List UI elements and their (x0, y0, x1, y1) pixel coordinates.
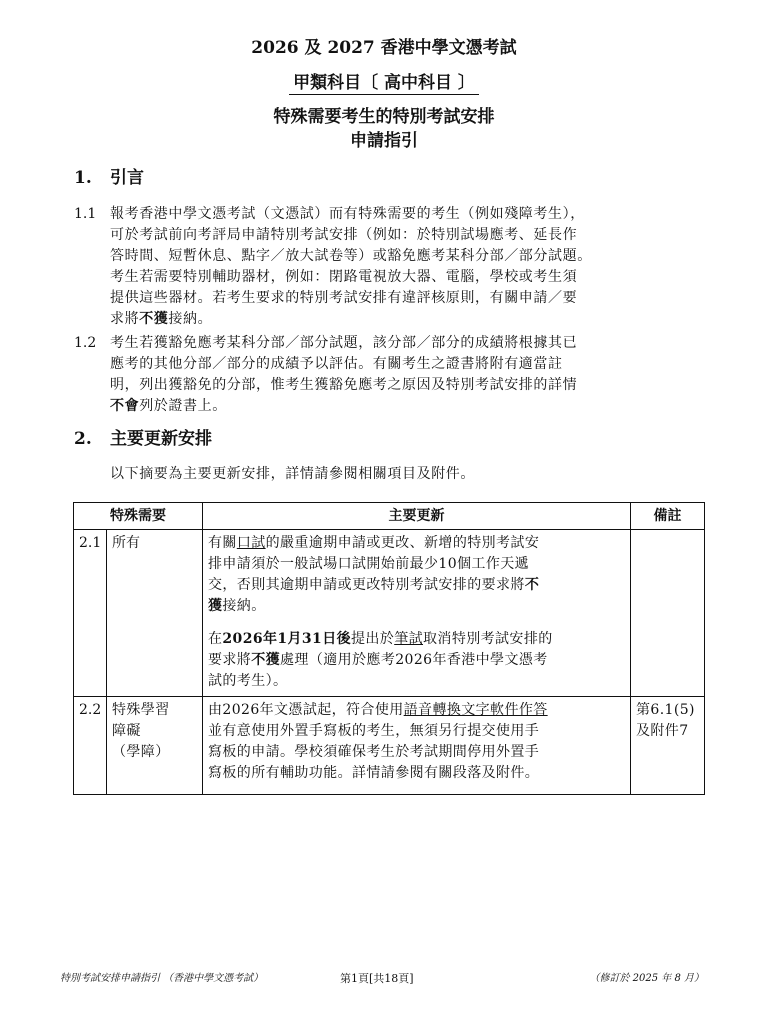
text-fragment: 有關 (208, 535, 237, 551)
text-line (208, 575, 625, 596)
emphasis-text: 獲 (208, 598, 223, 614)
text-fragment: 交，否則其逾期申請或更改特別考試安排的要求將 (208, 577, 525, 593)
footer-page-number: 第1頁[共18頁] (340, 972, 414, 985)
paragraph-body (110, 333, 698, 417)
header-remarks: 備註 (631, 503, 705, 530)
paragraph-number: 1.2 (74, 335, 97, 351)
row-number: 2.1 (74, 530, 107, 697)
text-line (208, 596, 625, 617)
text-line: （學障） (112, 744, 170, 760)
text-line (208, 533, 625, 554)
text-line (208, 700, 625, 721)
paragraph-gap (208, 617, 625, 629)
text-line (208, 629, 625, 650)
footer-document-name: 特別考試安排申請指引 （香港中學文憑考試） (60, 973, 264, 984)
footer-revision-date: （修訂於 2025 年 8 月） (589, 973, 704, 984)
underlined-text: 語音轉換文字軟件作答 (403, 702, 548, 718)
text-line: 排申請須於一般試場口試開始前最少10個工作天遞 (208, 556, 530, 572)
text-line: 寫板的申請。學校須確保考生於考試期間停用外置手 (208, 744, 540, 760)
row-number: 2.2 (74, 697, 107, 795)
paragraph-number: 1.1 (74, 206, 97, 222)
text-line: 寫板的所有輔助功能。詳情請參閱有關段落及附件。 (208, 765, 540, 781)
emphasis-text: 不會 (110, 398, 140, 414)
section-1-title: 引言 (110, 168, 144, 188)
text-fragment: 處理（適用於應考2026年香港中學文憑考 (280, 652, 548, 668)
row-remark (631, 697, 705, 795)
text-fragment: 的嚴重逾期申請或更改、新增的特別考試安 (265, 535, 540, 551)
text-line: 報考香港中學文憑考試（文憑試）而有特殊需要的考生（例如殘障考生）， (110, 206, 585, 222)
text-fragment: 列於證書上。 (139, 398, 227, 414)
row-special-need (107, 697, 203, 795)
emphasis-text: 不獲 (139, 311, 169, 327)
text-line: 並有意使用外置手寫板的考生，無須另行提交使用手 (208, 723, 540, 739)
section-2-heading (74, 427, 212, 451)
text-line: 答時間、短暫休息、點字／放大試卷等）或豁免應考某科分部／部分試題。 (110, 248, 592, 264)
text-line: 明，列出獲豁免的分部，惟考生獲豁免應考之原因及特別考試安排的詳情 (110, 377, 578, 393)
emphasis-text: 不獲 (251, 652, 281, 668)
row-update-detail (203, 697, 631, 795)
text-line (110, 396, 698, 417)
table-row (74, 530, 705, 697)
text-line: 考生若獲豁免應考某科分部／部分試題，該分部／部分的成績將根據其已 (110, 335, 578, 351)
row-remark (631, 530, 705, 697)
underlined-text: 口試 (236, 535, 266, 551)
guide-subtitle: 申請指引 (350, 131, 418, 151)
subject-category-text: 甲類科目〔 高中科目 〕 (289, 73, 479, 95)
row-special-need: 所有 (107, 530, 203, 697)
subject-category-title (0, 72, 768, 94)
section-2-title: 主要更新安排 (110, 429, 212, 449)
text-line: 障礙 (112, 723, 141, 739)
row-update-detail (203, 530, 631, 697)
paragraph-1-2 (74, 333, 694, 417)
guide-title: 特殊需要考生的特別考試安排 (273, 107, 495, 127)
text-line: 應考的其他分部／部分的成績予以評估。有關考生之證書將附有適當註 (110, 356, 563, 372)
text-line (208, 650, 625, 671)
text-line: 考生若需要特別輔助器材，例如：閉路電視放大器、電腦，學校或考生須 (110, 269, 578, 285)
emphasis-date: 2026年1月31日後 (222, 631, 351, 647)
underlined-text: 筆試 (394, 631, 424, 647)
table-header-row (74, 503, 705, 530)
text-fragment: 要求將 (208, 652, 252, 668)
text-line: 第6.1(5) (636, 702, 695, 718)
paragraph-1-1 (74, 204, 694, 327)
text-line: 試的考生）。 (208, 673, 288, 689)
text-line: 可於考試前向考評局申請特別考試安排（例如：於特別試場應考、延長作 (110, 227, 578, 243)
text-line: 及附件7 (636, 723, 689, 739)
text-line (110, 309, 698, 330)
paragraph-body (110, 204, 698, 330)
table-row (74, 697, 705, 795)
text-fragment: 在 (208, 631, 223, 647)
section-1-number: 1. (74, 168, 92, 188)
section-2-intro: 以下摘要為主要更新安排，詳情請參閱相關項目及附件。 (110, 466, 475, 482)
text-fragment: 接納。 (222, 598, 266, 614)
text-line: 提供這些器材。若考生要求的特別考試安排有違評核原則，有關申請／要 (110, 290, 578, 306)
section-2-number: 2. (74, 429, 92, 449)
text-fragment: 提出於 (351, 631, 395, 647)
header-main-updates: 主要更新 (203, 503, 631, 530)
text-fragment: 由2026年文憑試起，符合使用 (208, 702, 404, 718)
text-line: 特殊學習 (112, 702, 170, 718)
text-fragment: 接納。 (168, 311, 213, 327)
updates-table (73, 502, 705, 795)
text-fragment: 取消特別考試安排的 (423, 631, 553, 647)
header-special-needs: 特殊需要 (74, 503, 203, 530)
document-title: 2026 及 2027 香港中學文憑考試 (251, 38, 517, 58)
section-1-heading (74, 166, 144, 190)
text-fragment: 求將 (110, 311, 140, 327)
emphasis-text: 不 (524, 577, 540, 593)
